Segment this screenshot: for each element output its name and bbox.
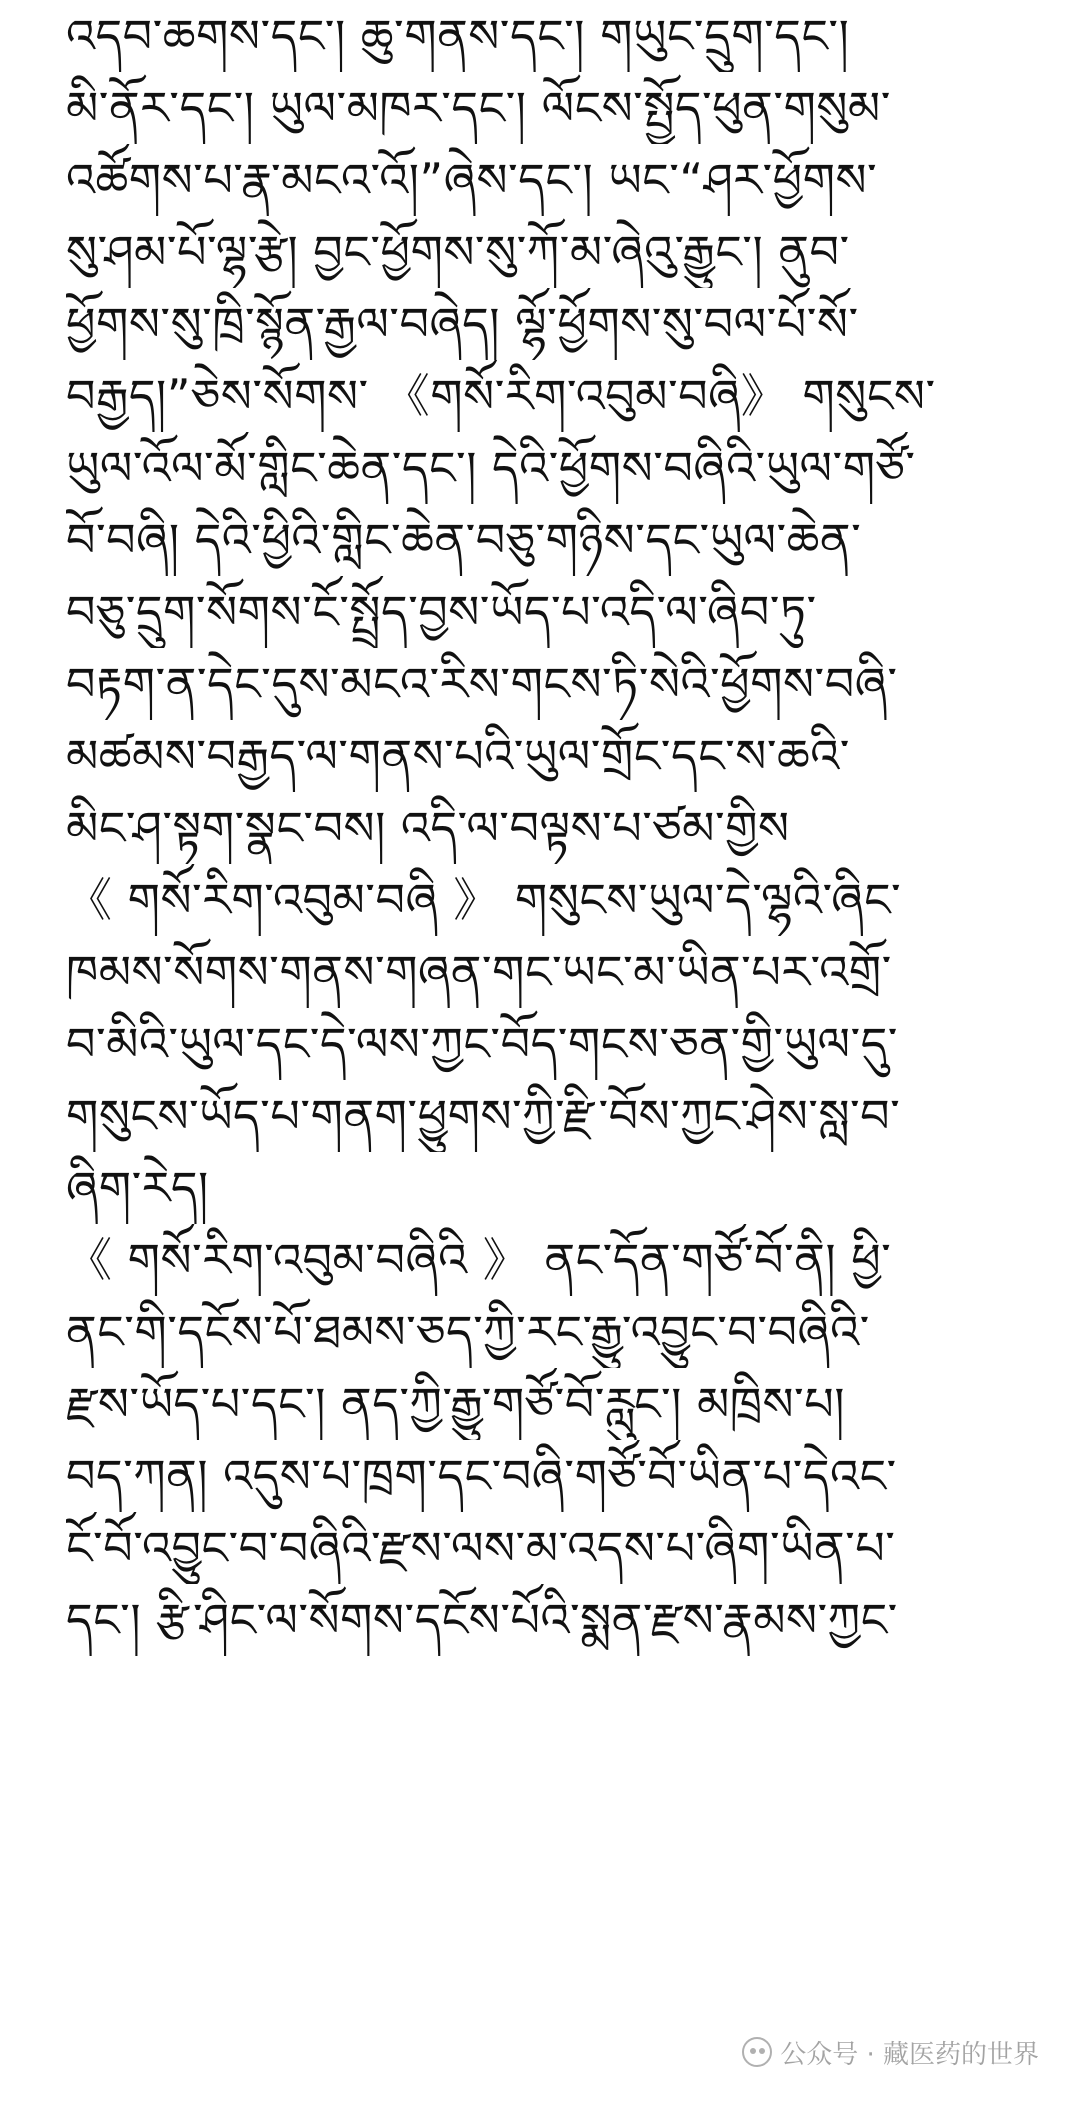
text-line: ཡུལ་འོལ་མོ་གླིང་ཆེན་དང་། དེའི་ཕྱོགས་བཞིའི་ཡུལ་གཙོ་: [66, 441, 916, 495]
text-line: བཅུ་དྲུག་སོགས་ངོ་སྤྲོད་བྱས་ཡོད་པ་འདི་ལ་ཞིབ་ཏུ་: [66, 585, 817, 639]
text-line: བ་མིའི་ཡུལ་དང་དེ་ལས་ཀྱང་བོད་གངས་ཅན་གྱི་ཡུལ་དུ་: [66, 1017, 898, 1071]
text-line: 《 གསོ་རིག་འབུམ་བཞིའི 》 ནང་དོན་གཙོ་བོ་ནི། ཕྱི་: [66, 1233, 892, 1287]
text-line: མིང་ཤ་སྟག་སྣང་བས། འདི་ལ་བལྟས་པ་ཙམ་གྱིས: [66, 801, 790, 855]
text-line: བརྒྱད།”ཅེས་སོགས་ 《གསོ་རིག་འབུམ་བཞི》 གསུངས་: [66, 369, 936, 423]
wechat-icon: [742, 2037, 772, 2067]
watermark-label: 公众号 · 藏医药的世界: [780, 2039, 1039, 2070]
text-line: སུ་ཤམ་པོ་ལྷ་རྩེ། བྱང་ཕྱོགས་སུ་ཀོ་མ་ཞེའུ་རྒྱུང་། ནུབ་: [66, 225, 850, 279]
text-line: 《 གསོ་རིག་འབུམ་བཞི 》 གསུངས་ཡུལ་དེ་ལྷའི་ཞིང་: [66, 873, 902, 927]
text-line: རྫས་ཡོད་པ་དང་། ནད་ཀྱི་རྒྱུ་གཙོ་བོ་རླུང་། མཁྲིས་པ།: [66, 1377, 845, 1431]
text-line: ཁམས་སོགས་གནས་གཞན་གང་ཡང་མ་ཡིན་པར་འགྲོ་: [66, 945, 892, 999]
text-line: འདབ་ཆགས་དང་། ཆུ་གནས་དང་། གཡུང་དྲུག་དང་།: [66, 9, 850, 63]
text-line: འཚོགས་པ་རྣ་མངའ་འོ།”ཞེས་དང་། ཡང་“ཤར་ཕྱོགས་: [66, 153, 878, 207]
text-line: ངོ་བོ་འབྱུང་བ་བཞིའི་རྫས་ལས་མ་འདས་པ་ཞིག་ཡིན་པ་: [66, 1521, 896, 1575]
text-line: དང་། རྩི་ཤིང་ལ་སོགས་དངོས་པོའི་སྨན་རྫས་རྣམས་ཀྱང་: [66, 1593, 898, 1647]
text-line: ཕྱོགས་སུ་ཁྲི་སྙོན་རྒྱལ་བཞེད། ལྷོ་ཕྱོགས་སུ་བལ་པོ་སོ་: [66, 297, 859, 351]
text-line: བརྟག་ན་དེང་དུས་མངའ་རིས་གངས་ཏི་སེའི་ཕྱོགས་བཞི་: [66, 657, 898, 711]
text-line: མཚམས་བརྒྱད་ལ་གནས་པའི་ཡུལ་གྲོང་དང་ས་ཆའི་: [66, 729, 850, 783]
text-line: མི་ནོར་དང་། ཡུལ་མཁར་དང་། ལོངས་སྤྱོད་ཕུན་གསུམ་: [66, 81, 891, 135]
watermark: [742, 2032, 1039, 2072]
text-line: བོ་བཞི། དེའི་ཕྱིའི་གླིང་ཆེན་བཅུ་གཉིས་དང་ཡུལ་ཆེན་: [66, 513, 862, 567]
text-line: གསུངས་ཡོད་པ་གནག་ཕྱུགས་ཀྱི་རྫི་བོས་ཀྱང་ཤེས་སླ་བ་: [66, 1089, 901, 1143]
text-line: བད་ཀན། འདུས་པ་ཁྲག་དང་བཞི་གཙོ་བོ་ཡིན་པ་དེའང་: [66, 1449, 897, 1503]
text-line: ཞིག་རེད།: [66, 1161, 209, 1215]
text-line: ནང་གི་དངོས་པོ་ཐམས་ཅད་ཀྱི་རང་རྒྱུ་འབྱུང་བ་བཞིའི་: [66, 1305, 870, 1359]
